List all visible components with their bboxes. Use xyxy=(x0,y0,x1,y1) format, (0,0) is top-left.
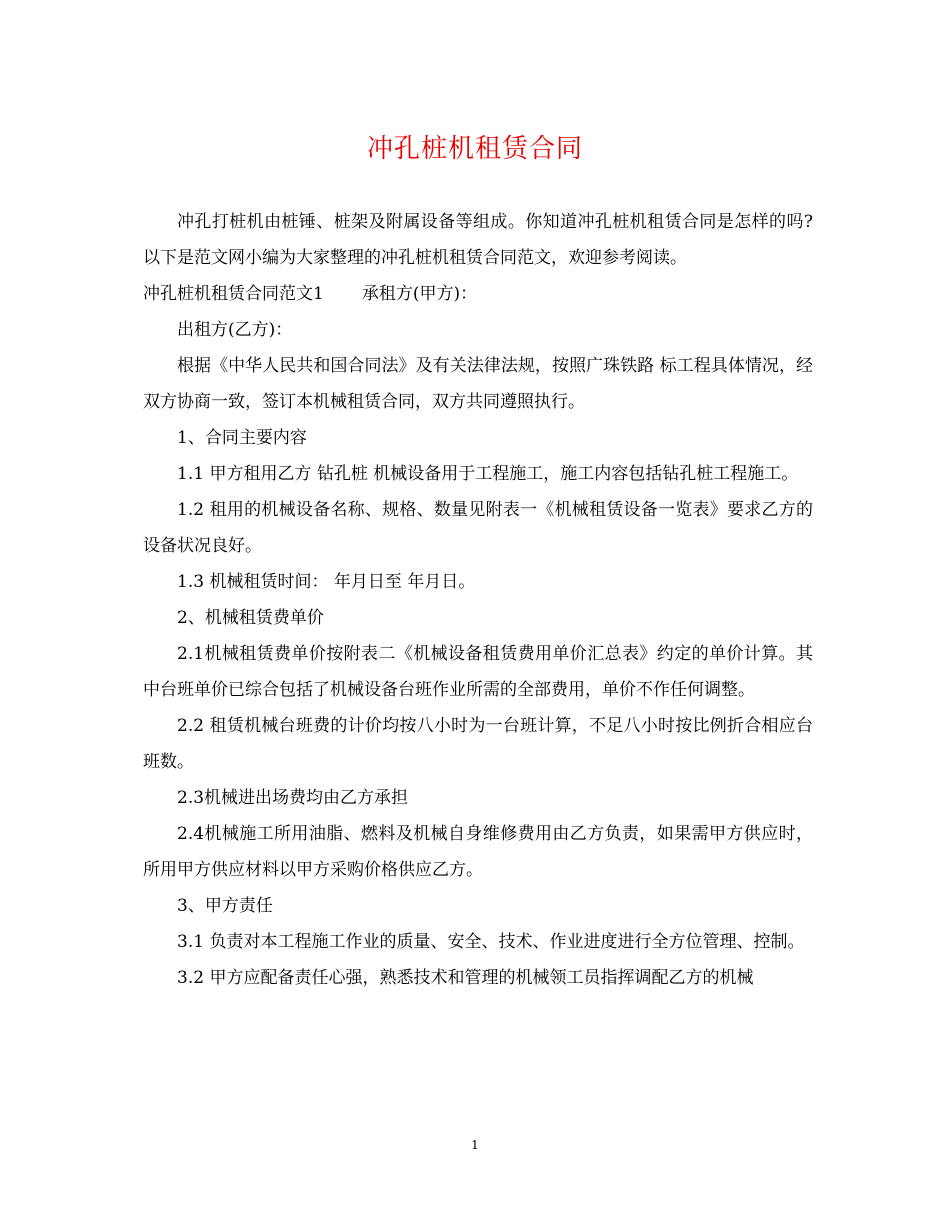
spacer xyxy=(324,276,362,312)
clause-3-2: 3.2 甲方应配备责任心强，熟悉技术和管理的机械领工员指挥调配乙方的机械 xyxy=(177,968,754,988)
clause-1-3: 1.3 机械租赁时间： 年月日至 年月日。 xyxy=(177,572,476,592)
section-heading-1: 1、合同主要内容 xyxy=(177,428,307,448)
lessor-label: 出租方(乙方)： xyxy=(177,320,293,340)
clause-1-2: 1.2 租用的机械设备名称、规格、数量见附表一《机械租赁设备一览表》要求乙方的设备状况良好。 xyxy=(143,500,813,556)
page-number: 1 xyxy=(471,1138,479,1152)
sample-heading-row xyxy=(143,276,813,312)
document-body xyxy=(143,204,813,996)
clause-1-1: 1.1 甲方租用乙方 钻孔桩 机械设备用于工程施工，施工内容包括钻孔桩工程施工。 xyxy=(177,464,799,484)
clause-2-4: 2.4机械施工所用油脂、燃料及机械自身维修费用由乙方负责，如果需甲方供应时，所用甲方供应材料以甲方采购价格供应乙方。 xyxy=(143,824,813,880)
clause-2-3: 2.3机械进出场费均由乙方承担 xyxy=(177,788,409,808)
section-heading-2: 2、机械租赁费单价 xyxy=(177,608,324,628)
document-title: 冲孔桩机租赁合同 xyxy=(366,134,583,164)
clause-2-2: 2.2 租赁机械台班费的计价均按八小时为一台班计算，不足八小时按比例折合相应台班数。 xyxy=(143,716,813,772)
section-heading-3: 3、甲方责任 xyxy=(177,896,273,916)
basis-paragraph: 根据《中华人民共和国合同法》及有关法律法规，按照广珠铁路 标工程具体情况，经双方协商一致，签订本机械租赁合同，双方共同遵照执行。 xyxy=(143,356,813,412)
clause-3-1: 3.1 负责对本工程施工作业的质量、安全、技术、作业进度进行全方位管理、控制。 xyxy=(177,932,805,952)
intro-paragraph: 冲孔打桩机由桩锤、桩架及附属设备等组成。你知道冲孔桩机租赁合同是怎样的吗?以下是范文网小编为大家整理的冲孔桩机租赁合同范文，欢迎参考阅读。 xyxy=(143,212,813,268)
clause-2-1: 2.1机械租赁费单价按附表二《机械设备租赁费用单价汇总表》约定的单价计算。其中台班单价已综合包括了机械设备台班作业所需的全部费用，单价不作任何调整。 xyxy=(143,644,813,700)
lessee-label: 承租方(甲方)： xyxy=(361,284,478,304)
sample-heading: 冲孔桩机租赁合同范文1 xyxy=(143,284,324,304)
